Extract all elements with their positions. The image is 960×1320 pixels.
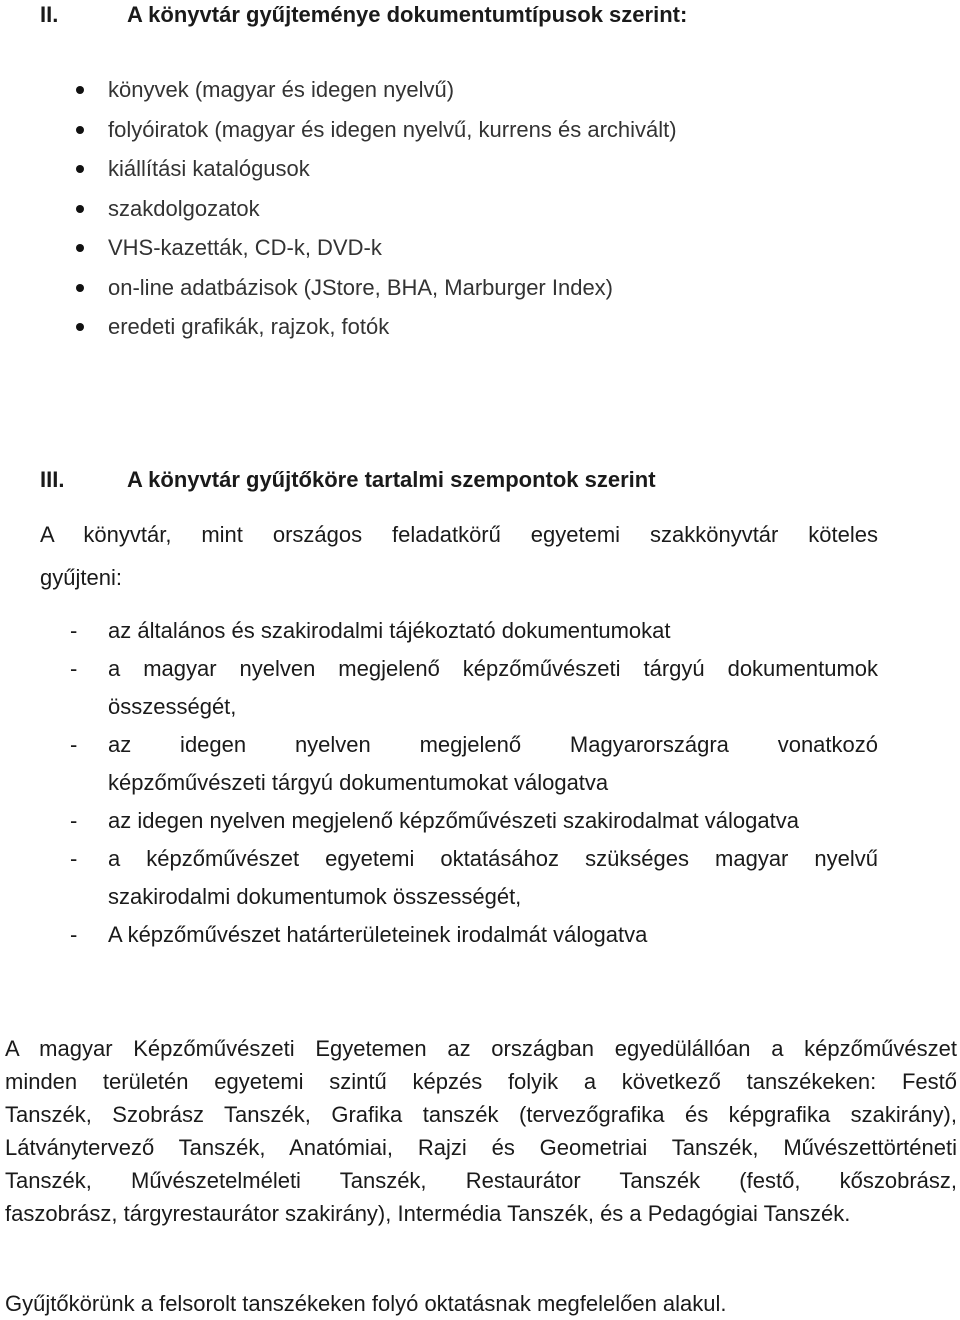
collect-item-3-cont: képzőművészeti tárgyú dokumentumokat válogatva [108,770,609,795]
paragraph-line-4: Látványtervező Tanszék, Anatómiai, Rajzi és Geometriai Tanszék, Művészettörténeti [5,1135,957,1160]
collect-item-6: A képzőművészet határterületeinek irodalmát válogatva [108,922,648,947]
section-3-title: A könyvtár gyűjtőköre tartalmi szempontok szerint [127,467,656,492]
paragraph-line-3: Tanszék, Szobrász Tanszék, Grafika tanszék (tervezőgrafika és képgrafika szakirány), [5,1102,957,1127]
section-2-number: II. [40,2,59,27]
bullet-icon [76,86,84,94]
dash-icon: - [70,922,78,947]
paragraph-line-1: A magyar Képzőművészeti Egyetemen az országban egyedülállóan a képzőművészet [5,1036,957,1061]
dash-icon: - [70,618,78,643]
bullet-icon [76,165,84,173]
intro-line-2: gyűjteni: [40,565,122,590]
paragraph-line-2: minden területén egyetemi szintű képzés folyik a következő tanszékeken: Festő [5,1069,957,1094]
dash-icon: - [70,846,78,871]
dash-icon: - [70,808,78,833]
bullet-icon [76,126,84,134]
collect-item-5-cont: szakirodalmi dokumentumok összességét, [108,884,522,909]
bullet-icon [76,284,84,292]
bullet-icon [76,323,84,331]
bullet-icon [76,244,84,252]
collect-item-5: a képzőművészet egyetemi oktatásához szükséges magyar nyelvű [108,846,878,871]
paragraph-line-5: Tanszék, Művészetelméleti Tanszék, Restaurátor Tanszék (festő, kőszobrász, [5,1168,957,1193]
intro-line-1: A könyvtár, mint országos feladatkörű egyetemi szakkönyvtár köteles [40,522,878,547]
closing-sentence: Gyűjtőkörünk a felsorolt tanszékeken folyó oktatásnak megfelelően alakul. [5,1291,727,1316]
section-3-number: III. [40,467,65,492]
section-2-title: A könyvtár gyűjteménye dokumentumtípusok szerint: [127,2,688,27]
collect-item-3: az idegen nyelven megjelenő Magyarországra vonatkozó [108,732,878,757]
collect-item-2: a magyar nyelven megjelenő képzőművészeti tárgyú dokumentumok [108,656,878,681]
bullet-icon [76,205,84,213]
dash-icon: - [70,656,78,681]
collect-item-1: az általános és szakirodalmi tájékoztató dokumentumokat [108,618,671,643]
paragraph-line-6: faszobrász, tárgyrestaurátor szakirány), Intermédia Tanszék, és a Pedagógiai Tanszék. [5,1201,851,1226]
collect-item-2-cont: összességét, [108,694,237,719]
dash-icon: - [70,732,78,757]
collect-item-4: az idegen nyelven megjelenő képzőművészeti szakirodalmat válogatva [108,808,799,833]
